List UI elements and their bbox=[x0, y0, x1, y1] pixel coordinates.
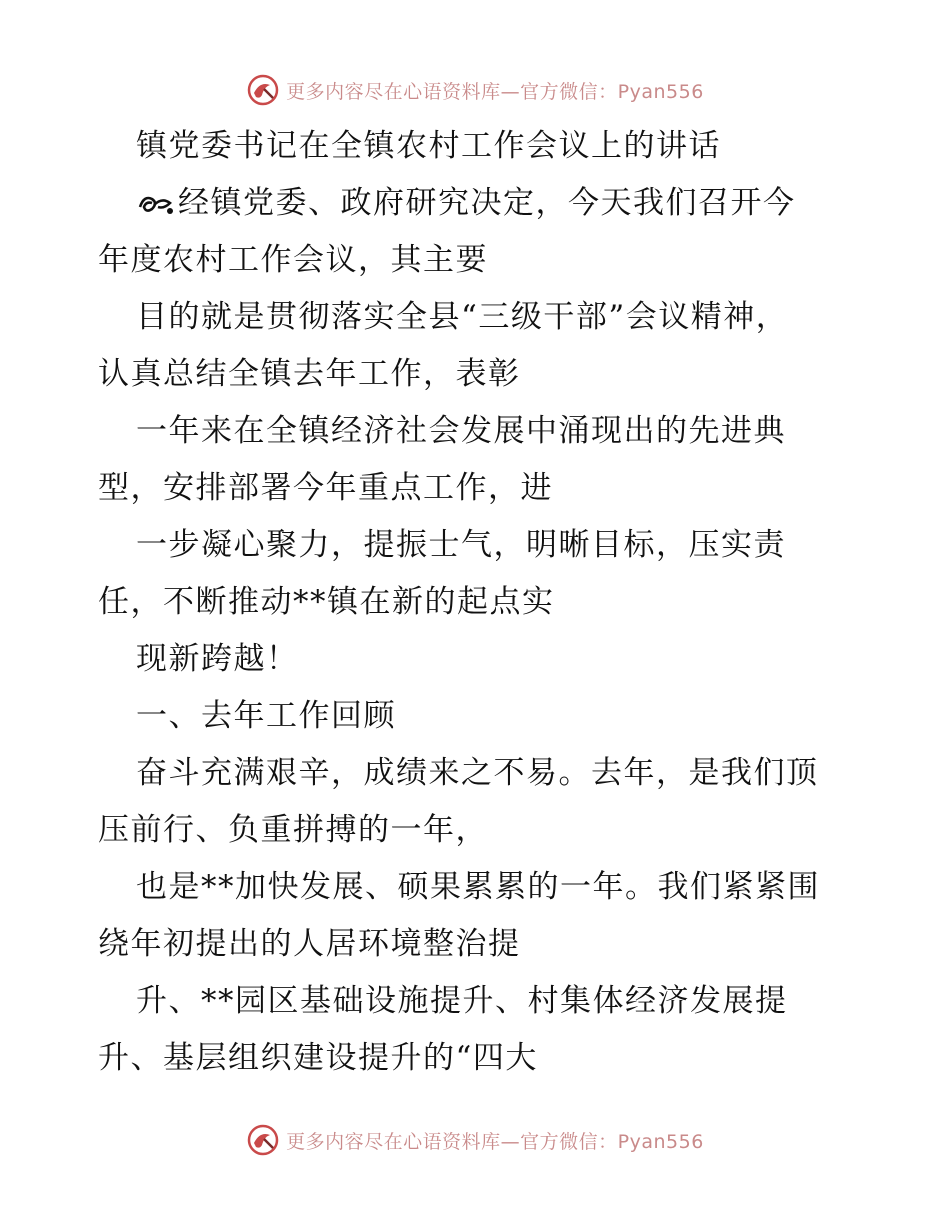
red-swirl-logo-icon bbox=[246, 1123, 280, 1157]
paragraph-line: 目的就是贯彻落实全县“三级干部”会议精神， bbox=[136, 299, 789, 335]
watermark-text: 更多内容尽在心语资料库—官方微信：Pyan556 bbox=[286, 1130, 704, 1153]
paragraph-line: 压前行、负重拼搏的一年， bbox=[98, 812, 488, 848]
paragraph-line: 升、**园区基础设施提升、村集体经济发展提 bbox=[136, 983, 788, 1019]
document-body bbox=[98, 118, 858, 1087]
paragraph-line: 一步凝心聚力，提振士气，明晰目标，压实责 bbox=[136, 527, 786, 563]
paragraph-line: 任，不断推动**镇在新的起点实 bbox=[98, 584, 555, 620]
paragraph-line: 认真总结全镇去年工作，表彰 bbox=[98, 356, 521, 392]
paragraph-line: 一年来在全镇经济社会发展中涌现出的先进典 bbox=[136, 413, 786, 449]
paragraph-line: 年度农村工作会议，其主要 bbox=[98, 242, 488, 278]
paragraph-line: 现新跨越！ bbox=[136, 641, 299, 677]
paragraph-line: 绕年初提出的人居环境整治提 bbox=[98, 926, 521, 962]
watermark-text: 更多内容尽在心语资料库—官方微信：Pyan556 bbox=[286, 80, 704, 103]
flourish-icon bbox=[136, 189, 176, 217]
paragraph-line: 也是**加快发展、硕果累累的一年。我们紧紧围 bbox=[136, 869, 820, 905]
watermark-id: Pyan556 bbox=[617, 1130, 704, 1153]
document-title: 镇党委书记在全镇农村工作会议上的讲话 bbox=[136, 128, 721, 164]
header-watermark bbox=[0, 70, 950, 110]
section-heading: 一、去年工作回顾 bbox=[136, 698, 396, 734]
paragraph-line: 型，安排部署今年重点工作，进 bbox=[98, 470, 553, 506]
paragraph-line: 升、基层组织建设提升的“四大 bbox=[98, 1040, 538, 1076]
footer-watermark bbox=[0, 1120, 950, 1160]
paragraph-line: 经镇党委、政府研究决定，今天我们召开今 bbox=[98, 175, 858, 232]
watermark-id: Pyan556 bbox=[617, 80, 704, 103]
red-swirl-logo-icon bbox=[246, 73, 280, 107]
paragraph-line: 奋斗充满艰辛，成绩来之不易。去年，是我们顶 bbox=[136, 755, 819, 791]
